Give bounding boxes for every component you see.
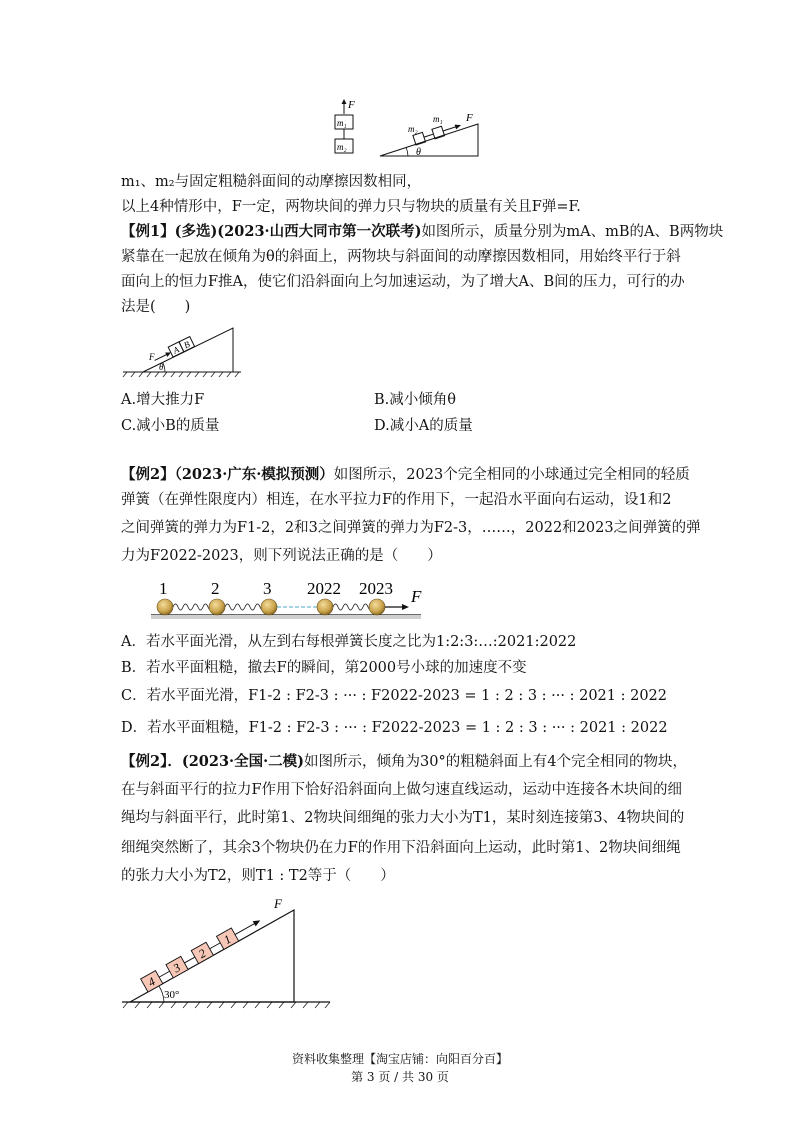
- example-1-line-4: 法是( ): [121, 299, 191, 315]
- ball-2023-label: 2023: [359, 579, 393, 598]
- option-d: D.减小A的质量: [374, 418, 473, 434]
- ball-2023: [369, 599, 385, 615]
- option-d: D．若水平面粗糙，F1-2 : F2-3 : ··· : F2022-2023 = 1 : 2 : 3 : ··· : 2021 : 2022: [121, 720, 668, 736]
- force-label: F: [274, 896, 282, 911]
- top-right-figure: [378, 108, 488, 162]
- example-2b-line-1: [121, 752, 687, 772]
- block-a-label: A: [171, 344, 181, 356]
- ball-2022: [317, 599, 333, 615]
- top-left-figure: [328, 98, 368, 162]
- incline: [380, 124, 478, 156]
- incline-blocks-figure: [118, 892, 338, 1012]
- example-1-tag: 【例1】(多选)(2023·山西大同市第一次联考): [121, 223, 422, 240]
- force-label: F: [149, 352, 155, 362]
- spring-2-3: [225, 604, 265, 610]
- m1-label: m₁: [433, 114, 443, 124]
- force-label: F: [411, 587, 422, 606]
- ball-1-label: 1: [159, 579, 168, 598]
- example-1-text: 如图所示，质量分别为mA、mB的A、B两物块: [421, 224, 724, 240]
- ball-1: [157, 599, 173, 615]
- spring-2022-2023: [333, 604, 373, 610]
- theta-label: θ: [159, 362, 164, 372]
- springs-figure: [121, 574, 441, 620]
- example-2a-line-1: [121, 465, 690, 485]
- block-2-label: 2: [196, 946, 209, 962]
- angle-label: 30°: [164, 989, 180, 1001]
- example-2a-line-3: 之间弹簧的弹力为F1-2，2和3之间弹簧的弹力为F2-3，……，2022和2023之间弹簧的弹: [121, 520, 701, 536]
- block-m2-label: m₂: [337, 142, 347, 152]
- example-2b-line-2: 在与斜面平行的拉力F作用下恰好沿斜面向上做匀速直线运动，运动中连接各木块间的细: [121, 782, 683, 798]
- ball-3: [261, 599, 277, 615]
- option-a: A．若水平面光滑，从左到右每根弹簧长度之比为1:2:3:…:2021:2022: [121, 634, 577, 650]
- example-2b-tag: 【例2】．(2023·全国·二模): [121, 753, 305, 770]
- spring-1-2: [173, 604, 213, 610]
- option-b: B．若水平面粗糙，撤去F的瞬间，第2000号小球的加速度不变: [121, 660, 527, 676]
- example-2a-line-2: 弹簧（在弹性限度内）相连，在水平拉力F的作用下，一起沿水平面向右运动，设1和2: [121, 492, 672, 508]
- intro-line-1: m₁、m₂与固定粗糙斜面间的动摩擦因数相同，: [121, 174, 422, 190]
- option-b: B.减小倾角θ: [374, 392, 456, 408]
- page-number: 第 3 页 / 共 30 页: [351, 1070, 449, 1084]
- block-m1-label: m₁: [337, 118, 347, 128]
- example-1-line-2: 紧靠在一起放在倾角为θ的斜面上，两物块与斜面间的动摩擦因数相同，用始终平行于斜: [121, 249, 681, 265]
- example-2b-text: 如图所示，倾角为30°的粗糙斜面上有4个完全相同的物块，: [304, 754, 687, 770]
- option-c: C．若水平面光滑，F1-2 : F2-3 : ··· : F2022-2023 = 1 : 2 : 3 : ··· : 2021 : 2022: [121, 688, 668, 704]
- footer-source: 资料收集整理【淘宝店铺：向阳百分百】: [291, 1052, 508, 1066]
- force-label: F: [466, 112, 473, 124]
- ball-2: [209, 599, 225, 615]
- m2-label: m₂: [408, 124, 418, 134]
- ball-3-label: 3: [263, 579, 272, 598]
- example-1-line-1: [121, 222, 723, 242]
- example-2b-line-5: 的张力大小为T2，则T1 : T2等于（ ）: [121, 868, 395, 884]
- option-a: A.增大推力F: [121, 392, 205, 408]
- example-1-line-3: 面向上的恒力F推A，使它们沿斜面向上匀加速运动，为了增大A、B间的压力，可行的办: [121, 274, 685, 290]
- block-b-label: B: [182, 339, 192, 351]
- example-2a-tag: 【例2】（2023·广东·模拟预测）: [121, 466, 334, 483]
- block-4-label: 4: [145, 974, 158, 990]
- example-2a-line-4: 力为F2022-2023，则下列说法正确的是（ ）: [121, 548, 442, 564]
- block-1-label: 1: [221, 931, 234, 947]
- intro-line-2: 以上4种情形中，F一定，两物块间的弹力只与物块的质量有关且F弹=F.: [121, 199, 581, 215]
- theta-label: θ: [416, 147, 421, 158]
- option-c: C.减小B的质量: [121, 418, 220, 434]
- ball-2-label: 2: [211, 579, 220, 598]
- example-1-figure: [121, 324, 247, 380]
- ball-2022-label: 2022: [307, 579, 341, 598]
- example-2b-line-4: 细绳突然断了，其余3个物块仍在力F的作用下沿斜面向上运动，此时第1、2物块间细绳: [121, 840, 681, 856]
- force-label: F: [348, 99, 355, 111]
- example-2b-line-3: 绳均与斜面平行，此时第1、2物块间细绳的张力大小为T1，某时刻连接第3、4物块间的: [121, 810, 685, 826]
- block-3-label: 3: [170, 960, 183, 976]
- example-2a-text: 如图所示，2023个完全相同的小球通过完全相同的轻质: [333, 467, 690, 483]
